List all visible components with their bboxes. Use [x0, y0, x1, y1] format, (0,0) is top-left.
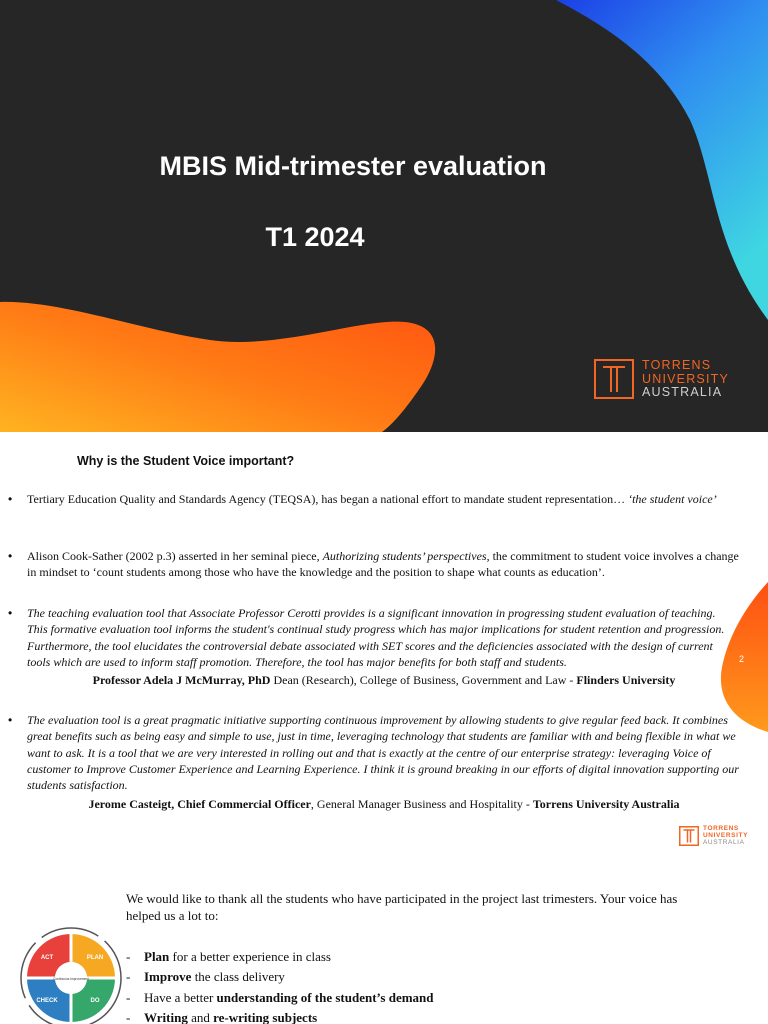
torrens-logo-mark-icon — [679, 826, 699, 846]
torrens-logo — [594, 359, 729, 400]
pdca-check-label: CHECK — [36, 998, 58, 1004]
bullet-teqsa: • Tertiary Education Quality and Standards Agency (TEQSA), has began a national effort to mandate student representation… ‘the student voice’ — [27, 491, 749, 507]
pdca-plan-label: PLAN — [86, 955, 104, 961]
orange-wave-shape — [0, 302, 435, 432]
attribution-casteigt: Jerome Casteigt, Chief Commercial Officer, General Manager Business and Hospitality - Torrens University Australia — [88, 797, 680, 811]
student-voice-slide — [0, 432, 768, 864]
list-item: - Improve the class delivery — [126, 968, 434, 988]
pdca-center-label: Continuous Improvement — [53, 977, 89, 981]
bullet-casteigt-quote: • The evaluation tool is a great pragmatic initiative supporting continuous improvement by allowing students to give regular feed back. It combines great benefits such as being easy and simple to use, just in time, leveraging technology that students are familiar with and being flexible in what we want to ask. It is a tool that we are very interested in rolling out and that is exactly at the centre of our enterprise strategy: leveraging Voice of customer to Improve Customer Experience and Learning Experience. I think it is ground breaking in our efforts of digital innovation supporting our students satisfaction. — [27, 712, 749, 793]
list-item: - Plan for a better experience in class — [126, 948, 434, 968]
page-number: 2 — [739, 654, 745, 664]
bullet-cook-sather: • Alison Cook-Sather (2002 p.3) asserted in her seminal piece, Authorizing students’ perspectives, the commitment to student voice involves a change in mindset to ‘count students among those who have the knowledge and the position to shape what counts as education’. — [27, 548, 749, 581]
torrens-logo — [679, 825, 748, 846]
pdca-act-label: ACT — [40, 955, 54, 961]
pdca-cycle-icon — [17, 924, 125, 1024]
torrens-logo-mark-icon — [594, 359, 634, 399]
thanks-paragraph: We would like to thank all the students who have participated in the project last trimesters. Your voice has helped us a lot to: — [126, 891, 678, 923]
torrens-logo-text: TORRENS UNIVERSITY AUSTRALIA — [642, 358, 730, 399]
title-slide — [0, 0, 768, 432]
presentation-subtitle: T1 2024 — [265, 222, 365, 252]
list-item: - Have a better understanding of the student’s demand — [126, 989, 434, 1009]
slide-heading: Why is the Student Voice important? — [77, 454, 295, 468]
thank-you-slide — [0, 864, 768, 1024]
list-item: - Writing and re-writing subjects — [126, 1009, 434, 1024]
presentation-title: MBIS Mid-trimester evaluation — [159, 151, 547, 181]
attribution-mcmurray: Professor Adela J McMurray, PhD Dean (Research), College of Business, Government and Law - Flinders University — [92, 673, 676, 687]
pdca-do-label: DO — [90, 998, 100, 1004]
bullet-mcmurray-quote: • The teaching evaluation tool that Associate Professor Cerotti provides is a significant innovation in progressing student evaluation of teaching. This formative evaluation tool informs the student's continual study progress which has major implications for student retention and progression. Furthermore, the tool elucidates the controversial debate associated with SET scores and the deficiencies associated with the design of current tools which are used to inform staff promotion. Therefore, the tool has major benefits for both staff and students. — [27, 605, 739, 670]
benefits-list — [126, 948, 434, 1024]
torrens-logo-text: TORRENS UNIVERSITY AUSTRALIA — [703, 825, 749, 846]
